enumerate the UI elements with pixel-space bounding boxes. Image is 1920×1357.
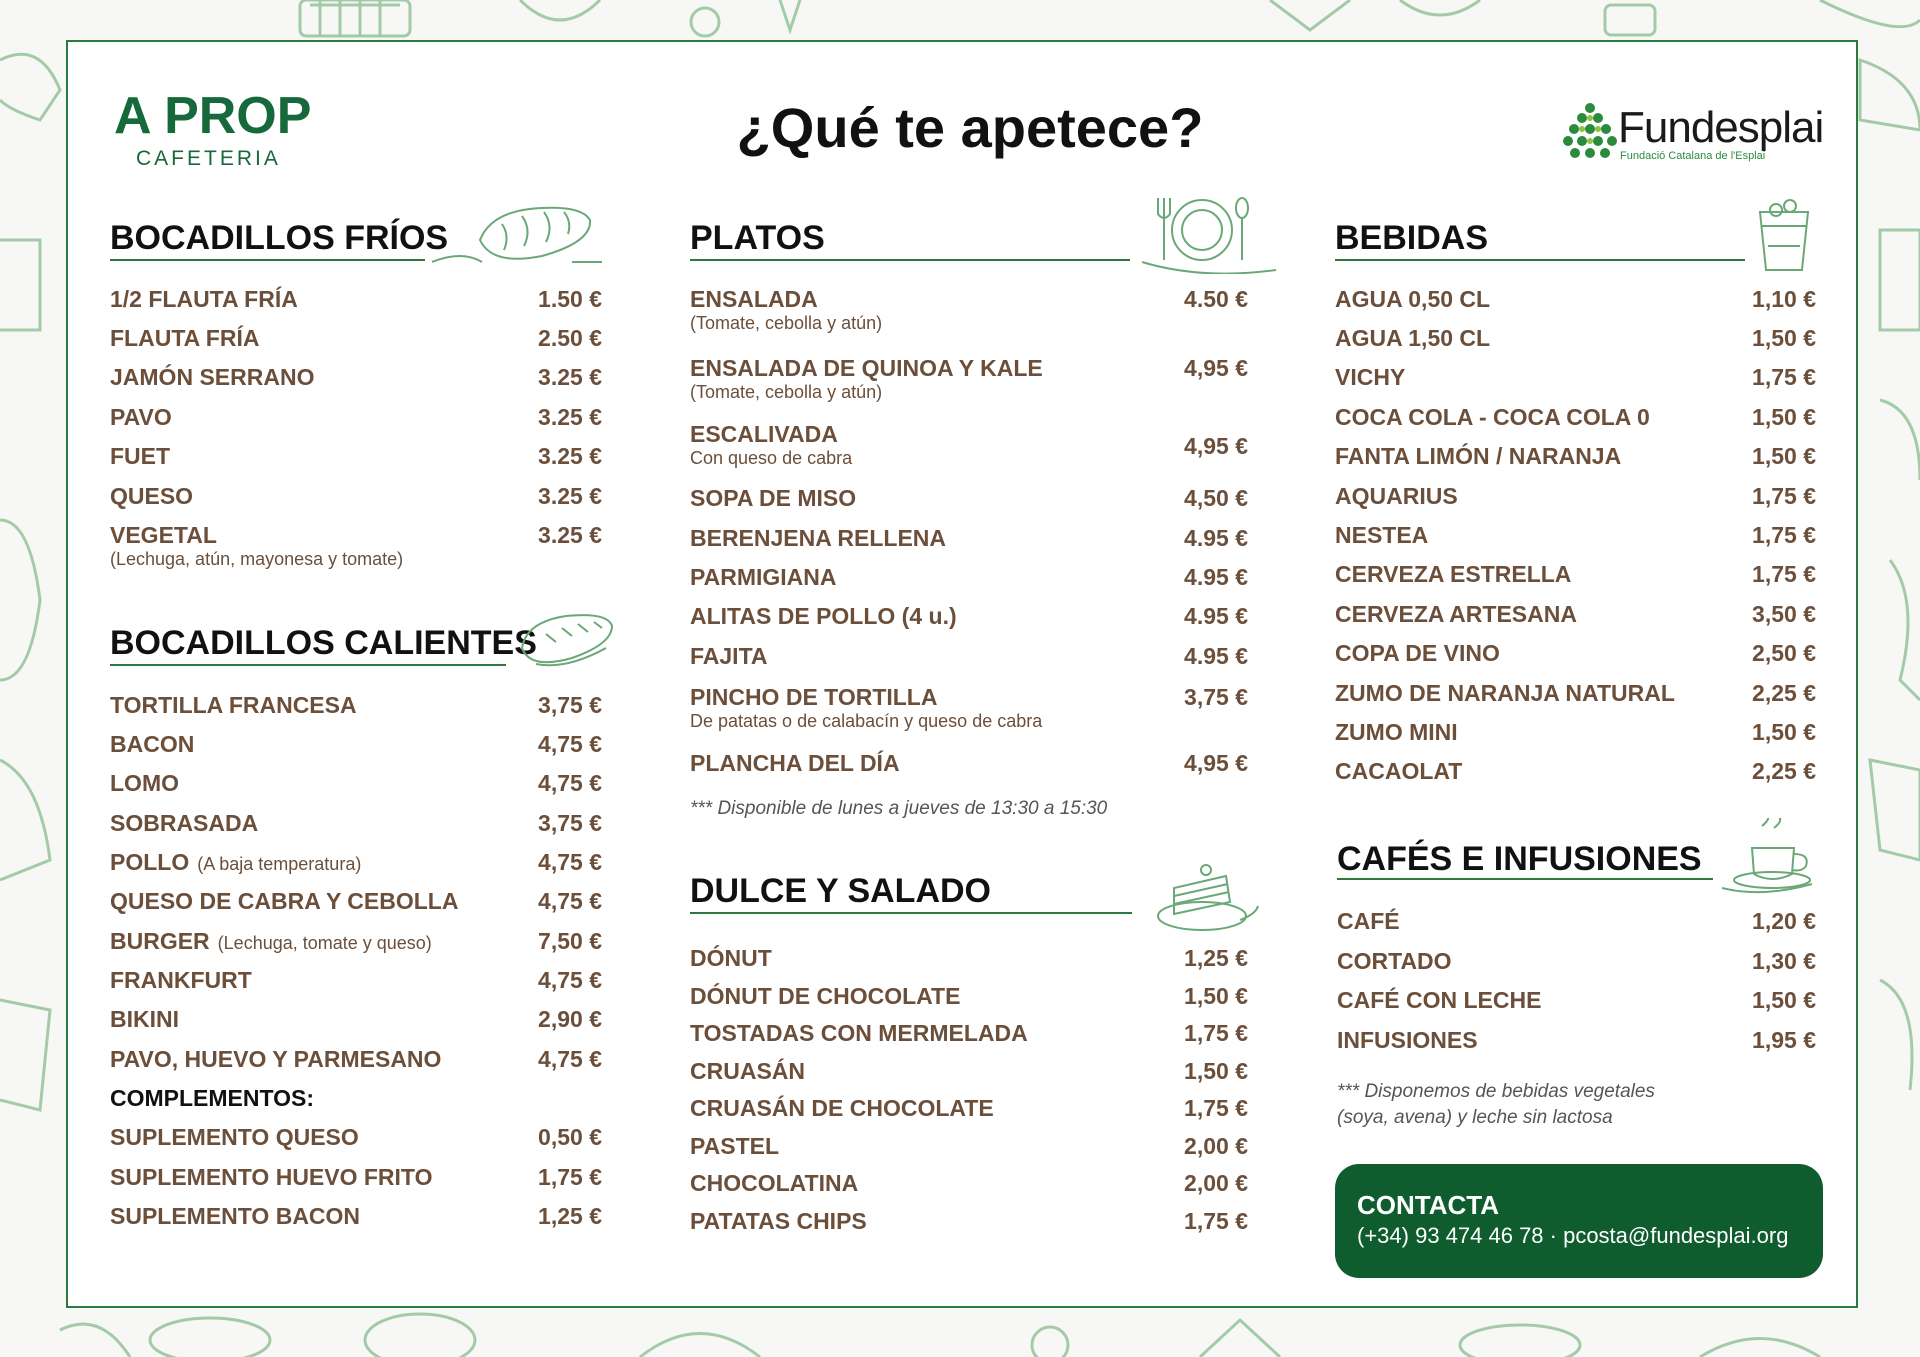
item-name: BURGER: [110, 928, 210, 954]
item-price: 2,50 €: [1752, 640, 1816, 666]
item-name: ENSALADA: [690, 286, 818, 312]
item-note: Con queso de cabra: [690, 448, 853, 468]
menu-item: [110, 325, 259, 351]
contact-title: CONTACTA: [1357, 1190, 1500, 1220]
section-divider: [1337, 878, 1713, 880]
item-name: SOPA DE MISO: [690, 485, 857, 511]
item-price: 4,50 €: [1184, 485, 1248, 511]
section-title: BOCADILLOS CALIENTES: [110, 624, 537, 662]
menu-item: [1337, 1027, 1478, 1053]
item-price: 3,75 €: [1184, 684, 1248, 710]
item-name: DÓNUT DE CHOCOLATE: [690, 983, 961, 1009]
item-name: PINCHO DE TORTILLA: [690, 684, 938, 710]
item-name: BERENJENA RELLENA: [690, 525, 947, 551]
section-divider: [690, 259, 1130, 261]
section-divider: [110, 664, 506, 666]
item-name: COCA COLA - COCA COLA 0: [1335, 404, 1650, 430]
item-price: 1,25 €: [1184, 945, 1248, 971]
item-name: NESTEA: [1335, 522, 1429, 548]
menu-item: [690, 603, 957, 629]
menu-item: [1335, 601, 1577, 627]
menu-item: [690, 564, 837, 590]
item-note: De patatas o de calabacín y queso de cabra: [690, 711, 1043, 731]
item-name: FRANKFURT: [110, 967, 252, 993]
item-price: 4,75 €: [538, 770, 602, 796]
item-price: 1,75 €: [1752, 483, 1816, 509]
menu-item: [110, 443, 170, 469]
menu-item: [690, 643, 768, 669]
item-name: PATATAS CHIPS: [690, 1208, 867, 1234]
item-price: 3,75 €: [538, 692, 602, 718]
item-price: 3,50 €: [1752, 601, 1816, 627]
item-price: 3.25 €: [538, 522, 602, 548]
section-title: BEBIDAS: [1335, 219, 1489, 257]
menu-item: [1335, 640, 1500, 666]
item-price: 1,75 €: [1184, 1020, 1248, 1046]
section-divider: [690, 912, 1132, 914]
item-price: 1,75 €: [1184, 1208, 1248, 1234]
menu-item: [690, 983, 960, 1009]
item-name: CORTADO: [1337, 948, 1452, 974]
item-price: 3.25 €: [538, 483, 602, 509]
item-price: 1,25 €: [538, 1203, 602, 1229]
item-price: 1,50 €: [1752, 987, 1816, 1013]
menu-item: [110, 888, 458, 914]
menu-item: [1335, 680, 1675, 706]
item-note: (A baja temperatura): [197, 854, 362, 874]
item-name: COPA DE VINO: [1335, 640, 1500, 666]
menu-item: [1337, 908, 1400, 934]
item-note: (Tomate, cebolla y atún): [690, 313, 883, 333]
item-name: AQUARIUS: [1335, 483, 1458, 509]
item-price: 3.25 €: [538, 443, 602, 469]
item-name: SUPLEMENTO QUESO: [110, 1124, 359, 1150]
item-price: 2,90 €: [538, 1006, 602, 1032]
item-price: 2.50 €: [538, 325, 602, 351]
item-price: 1,50 €: [1752, 443, 1816, 469]
menu-item: [110, 849, 361, 877]
menu-item: [1337, 948, 1452, 974]
menu-item: [690, 286, 882, 334]
item-price: 4.50 €: [1184, 286, 1248, 312]
item-name: FLAUTA FRÍA: [110, 325, 260, 351]
item-name: CHOCOLATINA: [690, 1170, 859, 1196]
menu-item: [110, 404, 172, 430]
item-name: PASTEL: [690, 1133, 780, 1159]
contact-info[interactable]: (+34) 93 474 46 78 · pcosta@fundesplai.org: [1357, 1223, 1789, 1248]
item-name: QUESO: [110, 483, 194, 509]
menu-item: [110, 810, 258, 836]
menu-item: [110, 731, 194, 757]
item-name: FAJITA: [690, 643, 768, 669]
item-price: 1,75 €: [538, 1164, 602, 1190]
item-price: 1,30 €: [1752, 948, 1816, 974]
item-price: 1,50 €: [1184, 983, 1248, 1009]
item-price: 4,95 €: [1184, 355, 1248, 381]
menu-item: [1335, 719, 1458, 745]
item-name: SUPLEMENTO HUEVO FRITO: [110, 1164, 433, 1190]
complements-heading: [110, 1085, 314, 1111]
item-name: AGUA 1,50 CL: [1335, 325, 1491, 351]
footnote-line: (soya, avena) y leche sin lactosa: [1337, 1107, 1613, 1128]
brand-name: A PROP: [114, 87, 312, 145]
item-price: 4.95 €: [1184, 603, 1248, 629]
menu-item: [110, 692, 357, 718]
item-name: BIKINI: [110, 1006, 179, 1032]
platos-footnote: *** Disponible de lunes a jueves de 13:30 a 15:30: [690, 798, 1108, 819]
item-price: 3,75 €: [538, 810, 602, 836]
item-price: 4.95 €: [1184, 643, 1248, 669]
menu-item: [690, 421, 852, 469]
section-bebidas: [1335, 218, 1488, 258]
item-price: 4,75 €: [538, 731, 602, 757]
item-price: 2,00 €: [1184, 1133, 1248, 1159]
item-price: 4.95 €: [1184, 564, 1248, 590]
page-title: ¿Qué te apetece?: [736, 96, 1204, 159]
menu-item: [690, 1058, 805, 1084]
item-name: PAVO, HUEVO Y PARMESANO: [110, 1046, 442, 1072]
item-price: 1,75 €: [1184, 1095, 1248, 1121]
menu-item: [110, 967, 252, 993]
section-bocadillos-frios: [110, 218, 448, 258]
menu-item: [690, 750, 900, 776]
menu-item: [690, 945, 772, 971]
item-name: FANTA LIMÓN / NARANJA: [1335, 443, 1622, 469]
item-name: BACON: [110, 731, 195, 757]
menu-item: [690, 1095, 994, 1121]
menu-item: [690, 355, 1043, 403]
item-price: 2,25 €: [1752, 680, 1816, 706]
menu-item: [110, 770, 179, 796]
item-price: 4,75 €: [538, 849, 602, 875]
item-name: CAFÉ CON LECHE: [1337, 987, 1542, 1013]
contact-box: [1335, 1164, 1823, 1278]
menu-item: [110, 1124, 359, 1150]
item-price: 3.25 €: [538, 364, 602, 390]
item-name: SOBRASADA: [110, 810, 259, 836]
footnote-line: *** Disponemos de bebidas vegetales: [1337, 1081, 1655, 1102]
tree-logo-icon: [1562, 100, 1618, 164]
item-name: ALITAS DE POLLO (4 u.): [690, 603, 957, 629]
item-price: 4.95 €: [1184, 525, 1248, 551]
organization-tagline: Fundació Catalana de l'Esplai: [1620, 150, 1766, 162]
section-divider: [110, 259, 425, 261]
menu-item: [1335, 758, 1462, 784]
glass-icon: [1752, 196, 1818, 276]
item-price: 1,50 €: [1184, 1058, 1248, 1084]
item-name: JAMÓN SERRANO: [110, 364, 315, 390]
menu-item: [110, 1046, 441, 1072]
brand-subtitle: CAFETERIA: [136, 147, 281, 170]
complements-label: COMPLEMENTOS:: [110, 1085, 315, 1111]
menu-item: [1335, 325, 1490, 351]
item-price: 1,75 €: [1752, 522, 1816, 548]
item-name: CRUASÁN: [690, 1058, 805, 1084]
coffee-cup-icon: [1722, 818, 1826, 900]
item-name: TORTILLA FRANCESA: [110, 692, 357, 718]
item-price: 1,50 €: [1752, 325, 1816, 351]
cake-icon: [1150, 858, 1260, 938]
item-price: 1,10 €: [1752, 286, 1816, 312]
item-price: 4,95 €: [1184, 433, 1248, 459]
section-bocadillos-calientes: [110, 623, 537, 663]
item-price: 1.50 €: [538, 286, 602, 312]
item-price: 1,95 €: [1752, 1027, 1816, 1053]
item-price: 1,75 €: [1752, 364, 1816, 390]
menu-item: [1335, 364, 1405, 390]
menu-item: [1335, 286, 1490, 312]
menu-item: [110, 1006, 179, 1032]
item-name: AGUA 0,50 CL: [1335, 286, 1491, 312]
section-cafes-infusiones: [1337, 839, 1702, 879]
organization-name: Fundesplai: [1618, 103, 1824, 152]
item-price: 4,75 €: [538, 967, 602, 993]
menu-item: [110, 286, 298, 312]
section-title: PLATOS: [690, 219, 825, 257]
menu-item: [1337, 987, 1541, 1013]
item-name: PAVO: [110, 404, 172, 430]
bread-icon: [432, 200, 602, 270]
item-name: CRUASÁN DE CHOCOLATE: [690, 1095, 994, 1121]
item-price: 3.25 €: [538, 404, 602, 430]
item-name: PLANCHA DEL DÍA: [690, 750, 900, 776]
item-price: 2,25 €: [1752, 758, 1816, 784]
menu-item: [690, 485, 856, 511]
menu-item: [1335, 561, 1571, 587]
menu-item: [690, 1133, 779, 1159]
menu-item: [690, 1020, 1028, 1046]
item-name: DÓNUT: [690, 945, 772, 971]
item-name: CERVEZA ESTRELLA: [1335, 561, 1572, 587]
item-name: 1/2 FLAUTA FRÍA: [110, 286, 298, 312]
menu-item: [690, 1208, 867, 1234]
plate-cutlery-icon: [1142, 190, 1278, 274]
item-name: LOMO: [110, 770, 179, 796]
menu-item: [690, 684, 1042, 732]
item-name: TOSTADAS CON MERMELADA: [690, 1020, 1028, 1046]
item-price: 7,50 €: [538, 928, 602, 954]
menu-item: [690, 525, 946, 551]
item-price: 1,50 €: [1752, 719, 1816, 745]
item-name: SUPLEMENTO BACON: [110, 1203, 361, 1229]
item-name: VICHY: [1335, 364, 1406, 390]
menu-item: [110, 1164, 432, 1190]
item-price: 4,75 €: [538, 888, 602, 914]
section-divider: [1335, 259, 1745, 261]
item-price: 2,00 €: [1184, 1170, 1248, 1196]
item-name: CAFÉ: [1337, 908, 1400, 934]
item-price: 1,50 €: [1752, 404, 1816, 430]
menu-item: [1335, 522, 1428, 548]
item-price: 1,75 €: [1752, 561, 1816, 587]
item-name: CERVEZA ARTESANA: [1335, 601, 1577, 627]
menu-item: [110, 364, 314, 390]
item-name: PARMIGIANA: [690, 564, 837, 590]
section-title: BOCADILLOS FRÍOS: [110, 219, 449, 257]
item-note: (Lechuga, tomate y queso): [217, 933, 432, 953]
item-price: 4,95 €: [1184, 750, 1248, 776]
item-name: CACAOLAT: [1335, 758, 1463, 784]
item-price: 0,50 €: [538, 1124, 602, 1150]
menu-item: [110, 483, 193, 509]
item-price: 4,75 €: [538, 1046, 602, 1072]
menu-item: [110, 522, 403, 570]
section-platos: [690, 218, 825, 258]
item-name: VEGETAL: [110, 522, 217, 548]
item-name: FUET: [110, 443, 171, 469]
item-price: 1,20 €: [1752, 908, 1816, 934]
item-name: INFUSIONES: [1337, 1027, 1478, 1053]
cafes-footnote: [1337, 1079, 1655, 1131]
menu-item: [110, 1203, 360, 1229]
item-name: ZUMO DE NARANJA NATURAL: [1335, 680, 1675, 706]
menu-item: [110, 928, 432, 956]
baguette-icon: [516, 608, 616, 672]
item-note: (Tomate, cebolla y atún): [690, 382, 883, 402]
item-note: (Lechuga, atún, mayonesa y tomate): [110, 549, 404, 569]
organization-logo: [1562, 96, 1822, 176]
menu-item: [1335, 443, 1621, 469]
item-name: ENSALADA DE QUINOA Y KALE: [690, 355, 1043, 381]
section-dulce-salado: [690, 871, 991, 911]
item-name: POLLO: [110, 849, 190, 875]
item-name: ESCALIVADA: [690, 421, 838, 447]
menu-item: [690, 1170, 858, 1196]
section-title: CAFÉS E INFUSIONES: [1337, 840, 1702, 878]
item-name: ZUMO MINI: [1335, 719, 1458, 745]
menu-item: [1335, 483, 1458, 509]
menu-item: [1335, 404, 1650, 430]
section-title: DULCE Y SALADO: [690, 872, 992, 910]
item-name: QUESO DE CABRA Y CEBOLLA: [110, 888, 459, 914]
